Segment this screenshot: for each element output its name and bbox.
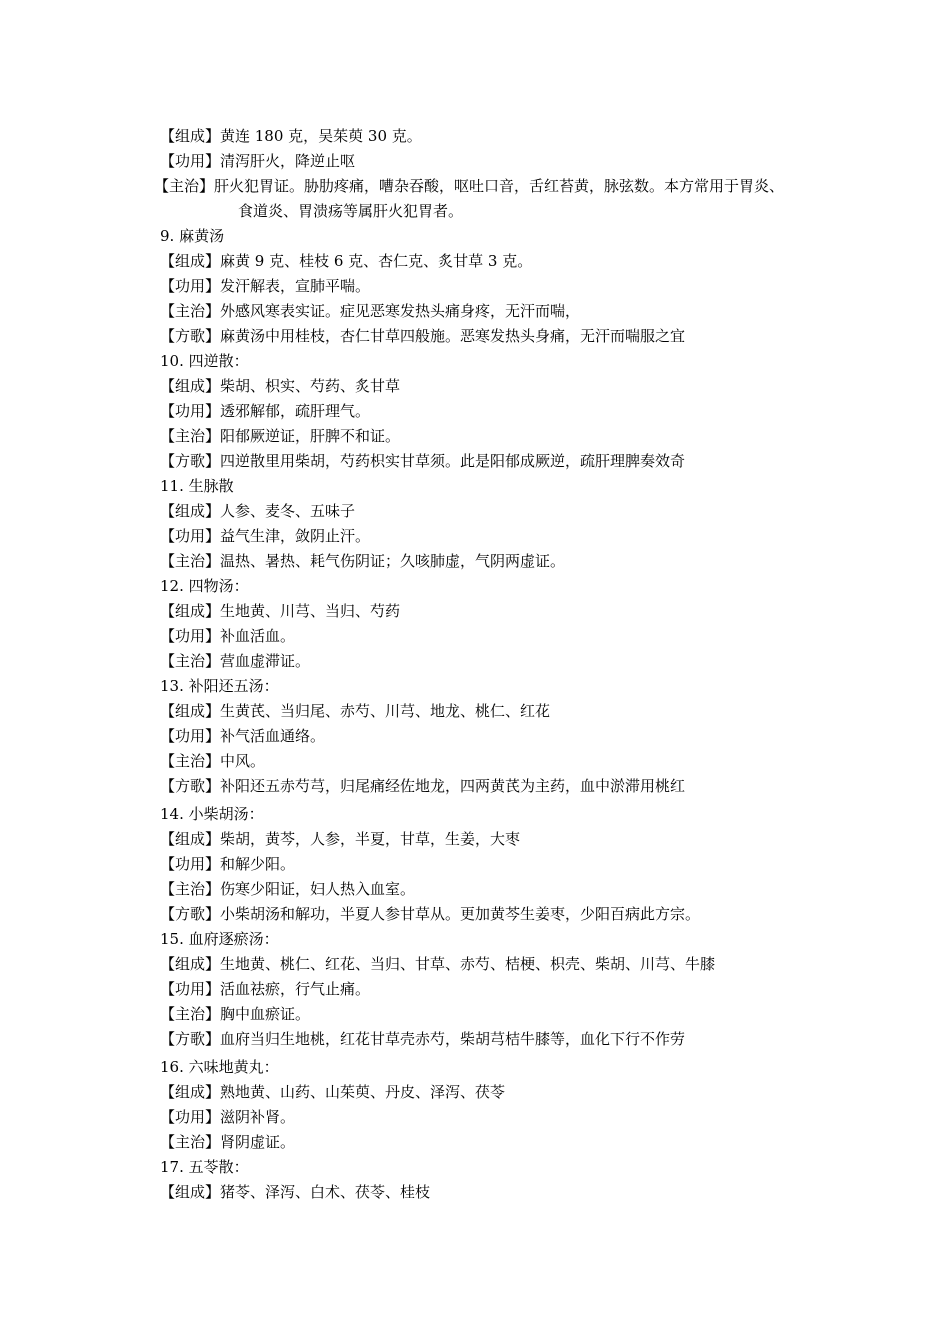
text-line: 【组成】生地黄、川芎、当归、芍药 <box>160 602 401 620</box>
text-line: 【组成】生黄芪、当归尾、赤芍、川芎、地龙、桃仁、红花 <box>160 702 551 720</box>
section-heading: 13. 补阳还五汤： <box>160 677 279 695</box>
text-line: 【功用】补血活血。 <box>160 627 296 645</box>
section-heading: 9. 麻黄汤 <box>160 227 225 245</box>
section-heading: 17. 五苓散： <box>160 1158 249 1176</box>
section-heading: 12. 四物汤： <box>160 577 249 595</box>
text-line: 【主治】营血虚滞证。 <box>160 652 311 670</box>
text-line: 【组成】麻黄 9 克、桂枝 6 克、杏仁克、炙甘草 3 克。 <box>160 252 533 270</box>
text-line: 【功用】益气生津，敛阴止汗。 <box>160 527 371 545</box>
text-line: 【主治】胸中血瘀证。 <box>160 1005 311 1023</box>
section-heading: 10. 四逆散： <box>160 352 249 370</box>
text-line: 【功用】发汗解表，宣肺平喘。 <box>160 277 371 295</box>
text-line: 【功用】活血祛瘀，行气止痛。 <box>160 980 371 998</box>
text-line: 【主治】肾阴虚证。 <box>160 1133 296 1151</box>
text-line: 食道炎、胃溃疡等属肝火犯胃者。 <box>238 202 464 220</box>
text-line: 【功用】滋阴补肾。 <box>160 1108 296 1126</box>
text-line: 【方歌】补阳还五赤芍芎，归尾痛经佐地龙，四两黄芪为主药，血中淤滞用桃红 <box>160 777 686 795</box>
text-line: 【方歌】四逆散里用柴胡，芍药枳实甘草须。此是阳郁成厥逆，疏肝理脾奏效奇 <box>160 452 686 470</box>
text-line: 【组成】熟地黄、山药、山茱萸、丹皮、泽泻、茯苓 <box>160 1083 506 1101</box>
text-line: 【主治】伤寒少阳证，妇人热入血室。 <box>160 880 416 898</box>
text-line: 【主治】中风。 <box>160 752 266 770</box>
text-line: 【主治】温热、暑热、耗气伤阴证；久咳肺虚，气阴两虚证。 <box>160 552 566 570</box>
section-heading: 16. 六味地黄丸： <box>160 1058 279 1076</box>
text-line: 【主治】阳郁厥逆证，肝脾不和证。 <box>160 427 401 445</box>
text-line: 【组成】柴胡、枳实、芍药、炙甘草 <box>160 377 401 395</box>
text-line: 【组成】生地黄、桃仁、红花、当归、甘草、赤芍、桔梗、枳壳、柴胡、川芎、牛膝 <box>160 955 716 973</box>
text-line: 【功用】透邪解郁，疏肝理气。 <box>160 402 371 420</box>
text-line: 【组成】柴胡，黄芩，人参，半夏，甘草，生姜，大枣 <box>160 830 521 848</box>
text-line: 【组成】猪苓、泽泻、白术、茯苓、桂枝 <box>160 1183 431 1201</box>
text-line: 【方歌】小柴胡汤和解功，半夏人参甘草从。更加黄芩生姜枣，少阳百病此方宗。 <box>160 905 701 923</box>
text-line: 【组成】黄连 180 克，吴茱萸 30 克。 <box>160 127 422 145</box>
text-line: 【主治】外感风寒表实证。症见恶寒发热头痛身疼，无汗而喘， <box>160 302 581 320</box>
text-line: 【功用】和解少阳。 <box>160 855 296 873</box>
section-heading: 11. 生脉散 <box>160 477 234 495</box>
text-line: 【功用】补气活血通络。 <box>160 727 326 745</box>
text-line: 【方歌】血府当归生地桃，红花甘草壳赤芍，柴胡芎桔牛膝等，血化下行不作劳 <box>160 1030 686 1048</box>
text-line: 【方歌】麻黄汤中用桂枝，杏仁甘草四般施。恶寒发热头身痛，无汗而喘服之宜 <box>160 327 686 345</box>
section-heading: 14. 小柴胡汤： <box>160 805 264 823</box>
text-line: 【组成】人参、麦冬、五味子 <box>160 502 356 520</box>
text-line: 【主治】肝火犯胃证。胁肋疼痛，嘈杂吞酸，呕吐口音，舌红苔黄，脉弦数。本方常用于胃炎、 <box>154 177 785 195</box>
text-line: 【功用】清泻肝火，降逆止呕 <box>160 152 356 170</box>
section-heading: 15. 血府逐瘀汤： <box>160 930 279 948</box>
